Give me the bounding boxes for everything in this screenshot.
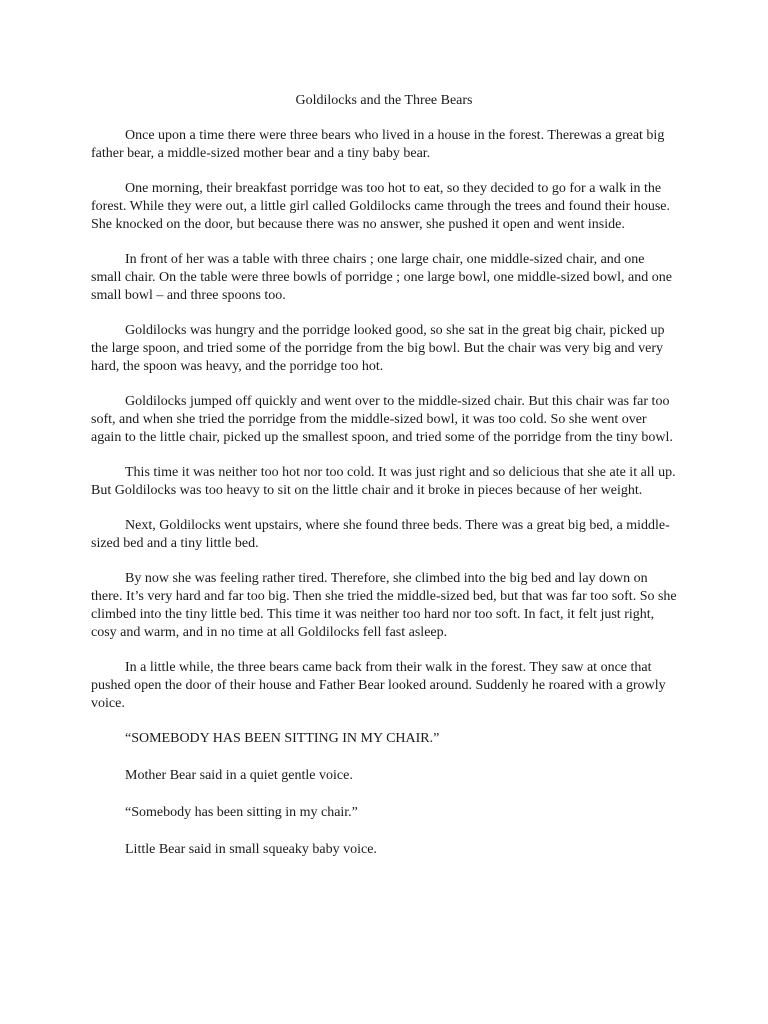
dialog-line: “SOMEBODY HAS BEEN SITTING IN MY CHAIR.”	[125, 731, 440, 746]
dialog-line: “Somebody has been sitting in my chair.”	[125, 805, 358, 820]
paragraph: One morning, their breakfast porridge was too hot to eat, so they decided to go for a walk in the forest. While they were out, a little girl called Goldilocks came through the trees and found their house. She knocked on the door, but because there was no answer, she pushed it open and went inside.	[91, 181, 671, 232]
dialog-line: Little Bear said in small squeaky baby voice.	[125, 842, 377, 857]
paragraph: Goldilocks was hungry and the porridge looked good, so she sat in the great big chair, picked up the large spoon, and tried some of the porridge from the big bowl. But the chair was very big and very hard, the spoon was heavy, and the porridge too hot.	[91, 323, 665, 374]
paragraph: In a little while, the three bears came back from their walk in the forest. They saw at once that pushed open the door of their house and Father Bear looked around. Suddenly he roared with a growly voice.	[91, 660, 666, 711]
paragraph: Next, Goldilocks went upstairs, where she found three beds. There was a great big bed, a middle-sized bed and a tiny little bed.	[91, 518, 670, 551]
paragraph: In front of her was a table with three chairs ; one large chair, one middle-sized chair, and one small chair. On the table were three bowls of porridge ; one large bowl, one middle-sized bowl, and one small bowl – and three spoons too.	[91, 252, 672, 303]
dialog-line: Mother Bear said in a quiet gentle voice.	[125, 768, 353, 783]
paragraph: This time it was neither too hot nor too cold. It was just right and so delicious that she ate it all up. But Goldilocks was too heavy to sit on the little chair and it broke in pieces because of her weight.	[91, 465, 676, 498]
paragraph: Once upon a time there were three bears who lived in a house in the forest. Therewas a great big father bear, a middle-sized mother bear and a tiny baby bear.	[91, 128, 665, 161]
paragraph: By now she was feeling rather tired. Therefore, she climbed into the big bed and lay down on there. It’s very hard and far too big. Then she tried the middle-sized bed, but that was far too soft. So she climbed into the tiny little bed. This time it was neither too hard nor too soft. In fact, it felt just right, cosy and warm, and in no time at all Goldilocks fell fast asleep.	[91, 571, 677, 640]
document-page	[91, 92, 677, 878]
paragraph: Goldilocks jumped off quickly and went over to the middle-sized chair. But this chair was far too soft, and when she tried the porridge from the middle-sized bowl, it was too cold. So she went over again to the little chair, picked up the smallest spoon, and tried some of the porridge from the tiny bowl.	[91, 394, 673, 445]
document-title: Goldilocks and the Three Bears	[295, 93, 473, 108]
